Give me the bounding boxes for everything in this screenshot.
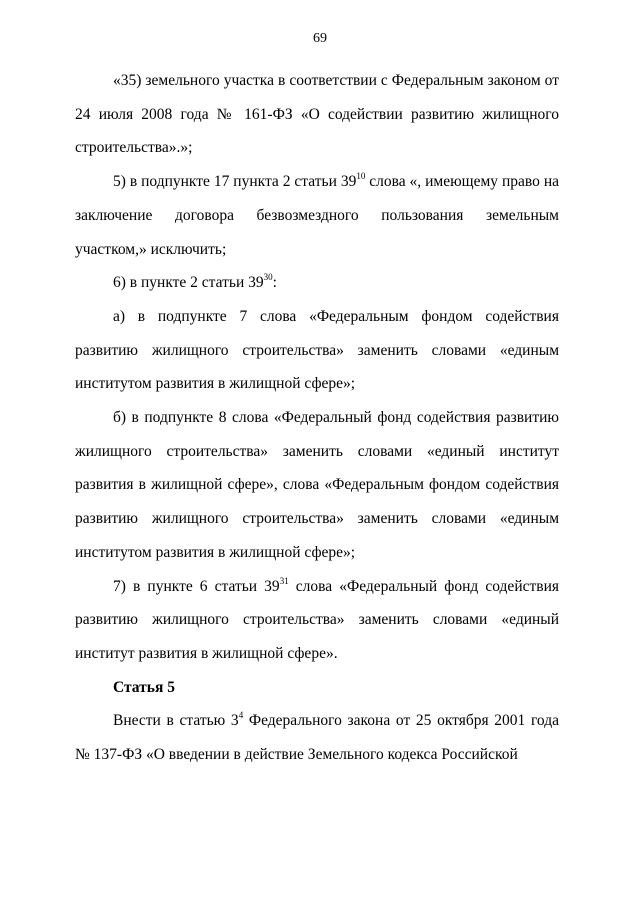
paragraph-text: Федерального закона от 25 октября 2001 года № 137-ФЗ «О введении в действие Земельного кодекса Российской bbox=[75, 712, 559, 764]
superscript-number: 10 bbox=[356, 171, 366, 182]
article-heading: Статья 5 bbox=[113, 678, 175, 696]
paragraph-text: «35) земельного участка в соответствии с Федеральным законом от 24 июля 2008 года № 161-ФЗ «О содействии развитию жилищного строительства».»; bbox=[75, 72, 559, 157]
paragraph-text: 6) в пункте 2 статьи 39 bbox=[113, 274, 264, 292]
document-body bbox=[75, 64, 559, 772]
superscript-number: 31 bbox=[279, 575, 289, 586]
paragraph-text: слова «, имеющему право на заключение договора безвозмездного пользования земельным участком,» исключить; bbox=[75, 173, 559, 258]
page-number: 69 bbox=[313, 31, 327, 46]
paragraph-text: слова «Федеральный фонд содействия развитию жилищного строительства» заменить словами «единый институт развития в жилищной сфере». bbox=[75, 577, 560, 662]
paragraph-item-7 bbox=[75, 570, 559, 671]
paragraph-item-6 bbox=[75, 266, 559, 300]
paragraph-text: 5) в подпункте 17 пункта 2 статьи 39 bbox=[113, 173, 357, 191]
paragraph-subitem-a bbox=[75, 300, 559, 401]
paragraph-35-land-plot bbox=[75, 64, 559, 165]
paragraph-text: Внести в статью 3 bbox=[113, 712, 239, 730]
paragraph-text: б) в подпункте 8 слова «Федеральный фонд содействия развитию жилищного строительства» заменить словами «единый институт развития в жилищной сфере», слова «Федеральным фондом содействия развитию жилищного строительства» заменить словами «единым институтом развития в жилищной сфере»; bbox=[75, 409, 559, 561]
paragraph-text: а) в подпункте 7 слова «Федеральным фондом содействия развитию жилищного строительства» заменить словами «единым институтом развития в жилищной сфере»; bbox=[75, 307, 559, 393]
paragraph-item-5 bbox=[75, 165, 559, 266]
paragraph-text: : bbox=[272, 274, 277, 292]
superscript-number: 4 bbox=[238, 710, 244, 721]
paragraph-text: 7) в пункте 6 статьи 39 bbox=[113, 577, 280, 595]
paragraph-subitem-b bbox=[75, 401, 559, 570]
article-intro-paragraph bbox=[75, 704, 559, 771]
superscript-number: 30 bbox=[263, 272, 273, 283]
